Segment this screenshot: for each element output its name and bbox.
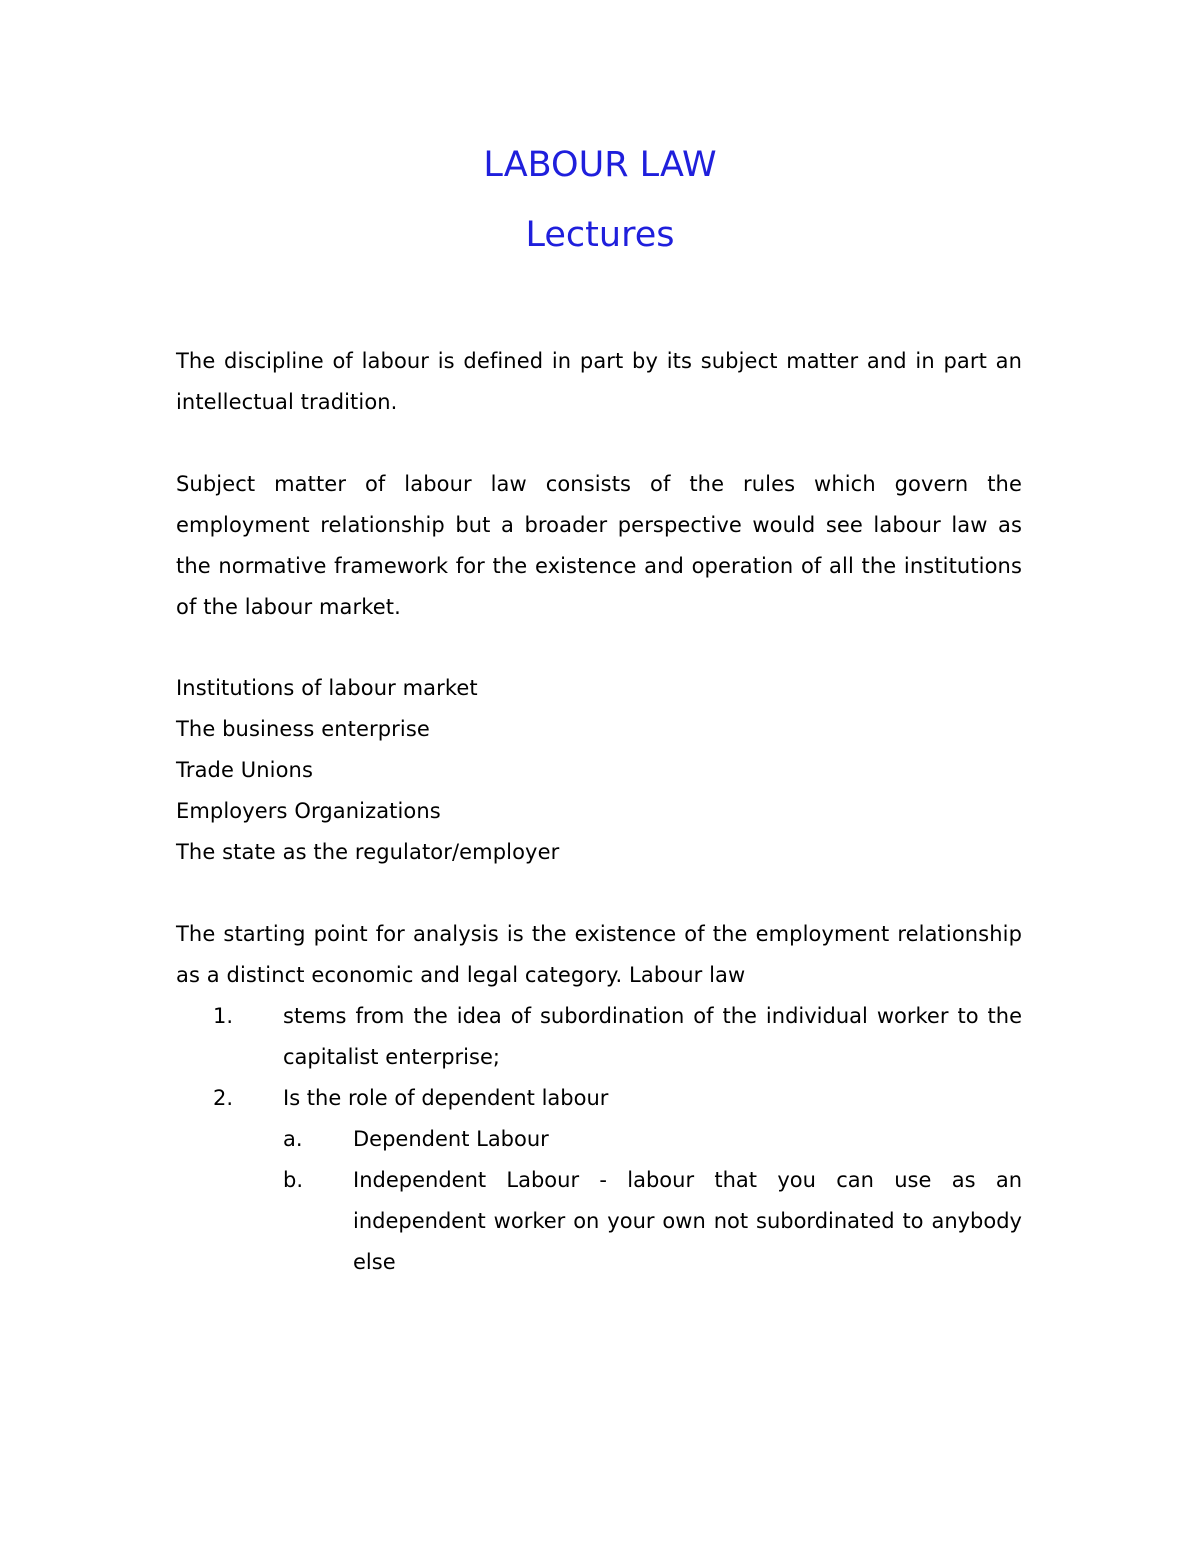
paragraph-intro xyxy=(176,341,1022,423)
numbered-item-2 xyxy=(176,1078,1022,1119)
institutions-list xyxy=(176,709,1022,873)
paragraph-1-text: The discipline of labour is defined in part by its subject matter and in part an intellectual tradition. xyxy=(176,349,1022,414)
list-item: The business enterprise xyxy=(176,717,430,741)
paragraph-2-text: Subject matter of labour law consists of the rules which govern the employment relationship but a broader perspective would see labour law as the normative framework for the existence and operation of all the institutions of the labour market. xyxy=(176,472,1022,619)
list-item: The state as the regulator/employer xyxy=(176,840,560,864)
sub-item-label: b. xyxy=(283,1168,304,1192)
numbered-list xyxy=(176,996,1022,1283)
document-subtitle: Lectures xyxy=(525,215,675,255)
sub-item-a xyxy=(176,1119,1022,1160)
institutions-heading: Institutions of labour market xyxy=(176,676,478,700)
numbered-item-1 xyxy=(176,996,1022,1078)
paragraph-starting-point xyxy=(176,914,1022,996)
document-title: LABOUR LAW xyxy=(483,145,717,185)
paragraph-3-text: The starting point for analysis is the existence of the employment relationship as a distinct economic and legal category. Labour law xyxy=(176,922,1022,987)
sub-item-text: Independent Labour - labour that you can use as an independent worker on your own not subordinated to anybody else xyxy=(353,1168,1022,1274)
sub-item-b xyxy=(176,1160,1022,1283)
paragraph-subject-matter xyxy=(176,464,1022,628)
list-item: Employers Organizations xyxy=(176,799,441,823)
numbered-item-label: 1. xyxy=(213,1004,234,1028)
numbered-item-text: stems from the idea of subordination of the individual worker to the capitalist enterprise; xyxy=(283,1004,1022,1069)
sub-item-label: a. xyxy=(283,1127,303,1151)
numbered-item-label: 2. xyxy=(213,1086,234,1110)
institutions-section xyxy=(176,668,1022,873)
list-item: Trade Unions xyxy=(176,758,313,782)
sub-item-text: Dependent Labour xyxy=(353,1127,549,1151)
numbered-item-text: Is the role of dependent labour xyxy=(283,1086,609,1110)
